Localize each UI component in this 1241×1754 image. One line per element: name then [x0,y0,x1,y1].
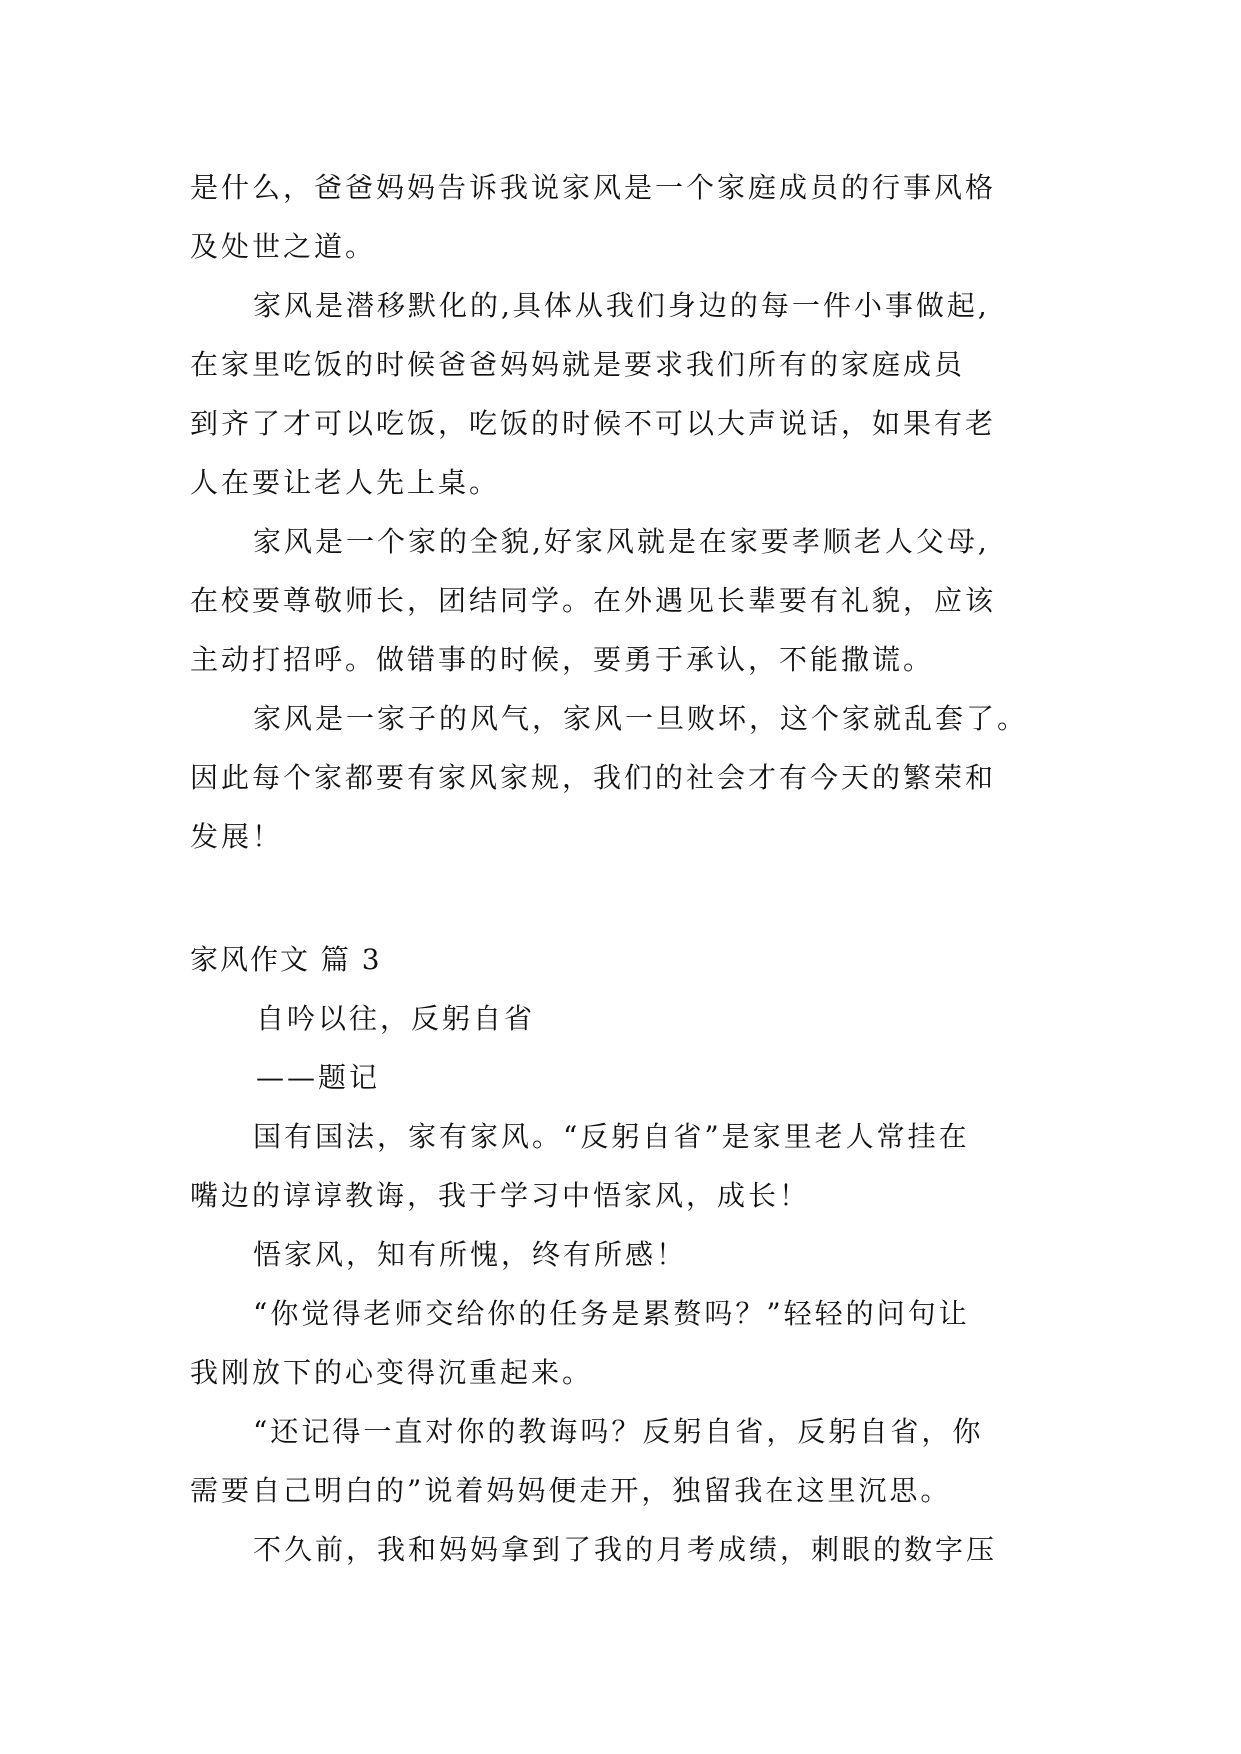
document-body [190,158,1070,1579]
paragraph-line: 是什么，爸爸妈妈告诉我说家风是一个家庭成员的行事风格 [190,171,997,204]
paragraph-line: “还记得一直对你的教诲吗？反躬自省，反躬自省，你 [253,1415,984,1448]
epigraph: 自吟以往，反躬自省 [256,1002,536,1035]
paragraph-line: 家风是一个家的全貌,好家风就是在家要孝顺老人父母, [253,525,990,558]
paragraph-line: 及处世之道。 [190,230,377,263]
paragraph-line: 我刚放下的心变得沉重起来。 [190,1356,594,1389]
section-spacer [190,866,1070,930]
paragraph-line: 悟家风，知有所愧，终有所感！ [253,1238,688,1271]
section-title: 家风作文 篇 3 [190,943,382,976]
paragraph-line: 在家里吃饭的时候爸爸妈妈就是要求我们所有的家庭成员 [190,348,966,381]
paragraph-line: 嘴边的谆谆教诲，我于学习中悟家风，成长！ [190,1179,811,1212]
paragraph-line: 发展！ [190,820,284,853]
paragraph-line: 在校要尊敬师长，团结同学。在外遇见长辈要有礼貌，应该 [190,584,997,617]
paragraph-line: 不久前，我和妈妈拿到了我的月考成绩，刺眼的数字压 [253,1533,998,1566]
paragraph-line: 人在要让老人先上桌。 [190,466,501,499]
paragraph-line: 家风是潜移默化的,具体从我们身边的每一件小事做起, [253,289,990,322]
paragraph-line: 因此每个家都要有家风家规，我们的社会才有今天的繁荣和 [190,761,997,794]
epigraph-attribution: ——题记 [256,1061,381,1094]
paragraph-line: “你觉得老师交给你的任务是累赘吗？”轻轻的问句让 [253,1297,970,1330]
paragraph-line: 主动打招呼。做错事的时候，要勇于承认，不能撒谎。 [190,643,935,676]
paragraph-line: 家风是一家子的风气，家风一旦败坏，这个家就乱套了。 [253,702,1029,735]
paragraph-line: 到齐了才可以吃饭，吃饭的时候不可以大声说话，如果有老 [190,407,997,440]
paragraph-line: 国有国法，家有家风。“反躬自省”是家里老人常挂在 [253,1120,970,1153]
paragraph-line: 需要自己明白的”说着妈妈便走开，独留我在这里沉思。 [190,1474,952,1507]
